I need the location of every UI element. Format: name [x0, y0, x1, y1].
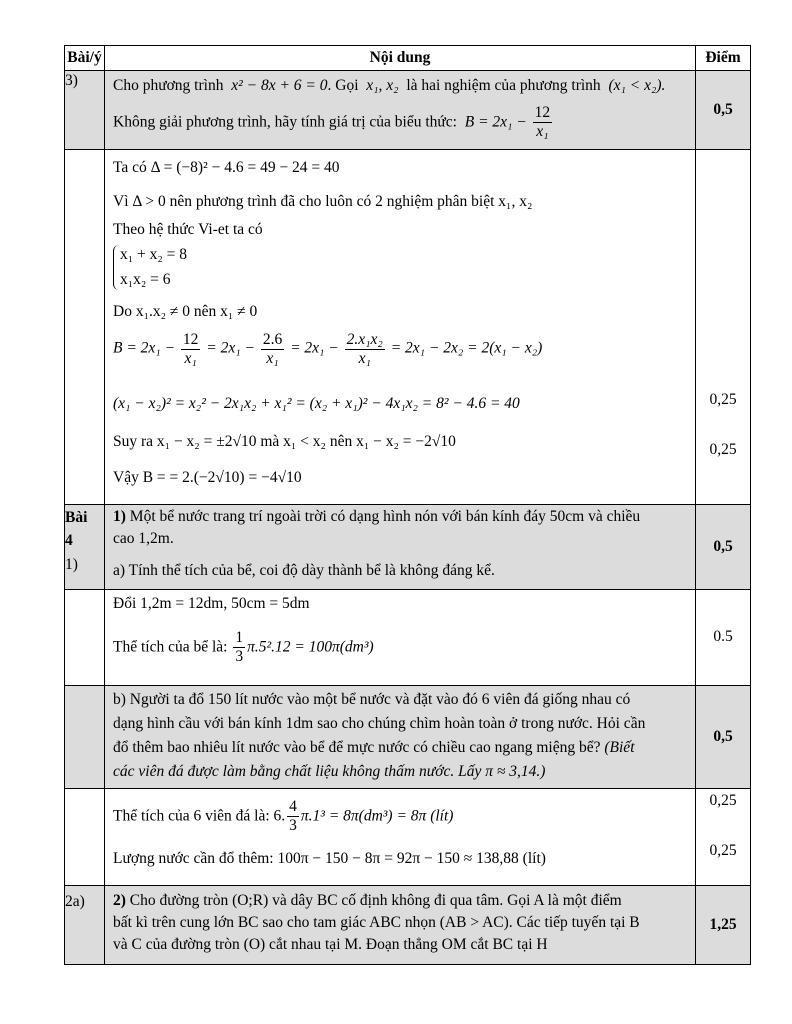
- table-row: [65, 886, 751, 965]
- header-index: Bài/ý: [65, 46, 105, 71]
- row-score: 0,25 0,25: [696, 789, 751, 886]
- row-content: b) Người ta đổ 150 lít nước vào một bể nước và đặt vào đó 6 viên đá giống nhau có dạng hình cầu với bán kính 1dm sao cho chúng chìm hoàn toàn ở trong nước. Hỏi cần đổ thêm bao nhiêu lít nước vào bể để mực nước có chiều cao ngang miệng bể? (Biết các viên đá được làm bằng chất liệu không thấm nước. Lấy π ≈ 3,14.): [105, 686, 696, 789]
- header-content: Nội dung: [105, 46, 696, 71]
- header-row: [65, 46, 751, 71]
- equation: x² − 8x + 6 = 0: [231, 77, 328, 94]
- row-score: 0,5: [696, 686, 751, 789]
- row-index: Bài 4 1): [65, 505, 105, 590]
- table-row: [65, 789, 751, 886]
- table-row: [65, 71, 751, 150]
- table-row: [65, 505, 751, 590]
- fraction: $\frac{12}{\text{x₁}}$: [534, 104, 551, 140]
- header-score: Điểm: [696, 46, 751, 71]
- row-index: 2a): [65, 886, 105, 965]
- row-content: Đổi 1,2m = 12dm, 50cm = 5dm Thể tích của bể là: $\frac{1}{3}$ π.5².12 = 100π(dm³): [105, 590, 696, 686]
- vieta-system: x₁ + x₂ = 8 x₁x₂ = 6: [113, 245, 187, 290]
- row-index: [65, 789, 105, 886]
- row-content: Thể tích của 6 viên đá là: 6. $\frac{4}{3}$ π.1³ = 8π(dm³) = 8π (lít) Lượng nước cần đổ thêm: 100π − 150 − 8π = 92π − 150 ≈ 138,88 (lít): [105, 789, 696, 886]
- row-content: Cho phương trình x² − 8x + 6 = 0. Gọi x₁, x₂ là hai nghiệm của phương trình (x₁ < x₂). Không giải phương trình, hãy tính giá trị của biểu thức: B = 2x₁ − $\frac{12}{\text{x₁}}$: [105, 71, 696, 150]
- row-score: 0,5: [696, 505, 751, 590]
- row-index: [65, 150, 105, 505]
- row-content: Ta có Δ = (−8)² − 4.6 = 49 − 24 = 40 Vì Δ > 0 nên phương trình đã cho luôn có 2 nghiệm phân biệt x₁, x₂ Theo hệ thức Vi-et ta có x₁ + x₂ = 8 x₁x₂ = 6 Do x₁.x₂ ≠ 0 nên x₁ ≠ 0 B = 2x₁ − $\frac{12}{\text{x₁}}$ = 2x₁ − $\frac{2.6}{\text{x₁}}$ = 2x₁ − $\frac{\text{2.x₁x₂}}{\text{x₁}}$ = 2x₁ − 2x₂ = 2(x₁ − x₂) (x₁ − x₂)² = x₂² − 2x₁x₂ + x₁² = (x₂ + x₁)² − 4x₁x₂ = 8² − 4.6 = 40 Suy ra x₁ − x₂ = ±2√10 mà x₁ < x₂ nên x₁ − x₂ = −2√10 Vậy B = = 2.(−2√10) = −4√10: [105, 150, 696, 505]
- table-row: [65, 686, 751, 789]
- answer-table: [64, 45, 751, 965]
- row-score: 0,25 0,25: [696, 150, 751, 505]
- row-content: 1) Một bể nước trang trí ngoài trời có dạng hình nón với bán kính đáy 50cm và chiều cao 1,2m. a) Tính thể tích của bể, coi độ dày thành bể là không đáng kể.: [105, 505, 696, 590]
- b-derivation: B = 2x₁ − $\frac{12}{\text{x₁}}$ = 2x₁ − $\frac{2.6}{\text{x₁}}$ = 2x₁ − $\frac{\text{2.x₁x₂}}{\text{x₁}}$ = 2x₁ − 2x₂ = 2(x₁ − x₂): [113, 331, 543, 367]
- row-score: 1,25: [696, 886, 751, 965]
- row-index: [65, 590, 105, 686]
- table-row: [65, 590, 751, 686]
- row-index: [65, 686, 105, 789]
- row-content: 2) Cho đường tròn (O;R) và dây BC cố định không đi qua tâm. Gọi A là một điểm bất kì trên cung lớn BC sao cho tam giác ABC nhọn (AB > AC). Các tiếp tuyến tại B và C của đường tròn (O) cắt nhau tại M. Đoạn thẳng OM cắt BC tại H: [105, 886, 696, 965]
- row-score: 0,5: [696, 71, 751, 150]
- table-row: [65, 150, 751, 505]
- row-score: 0.5: [696, 590, 751, 686]
- row-index: 3): [65, 71, 105, 150]
